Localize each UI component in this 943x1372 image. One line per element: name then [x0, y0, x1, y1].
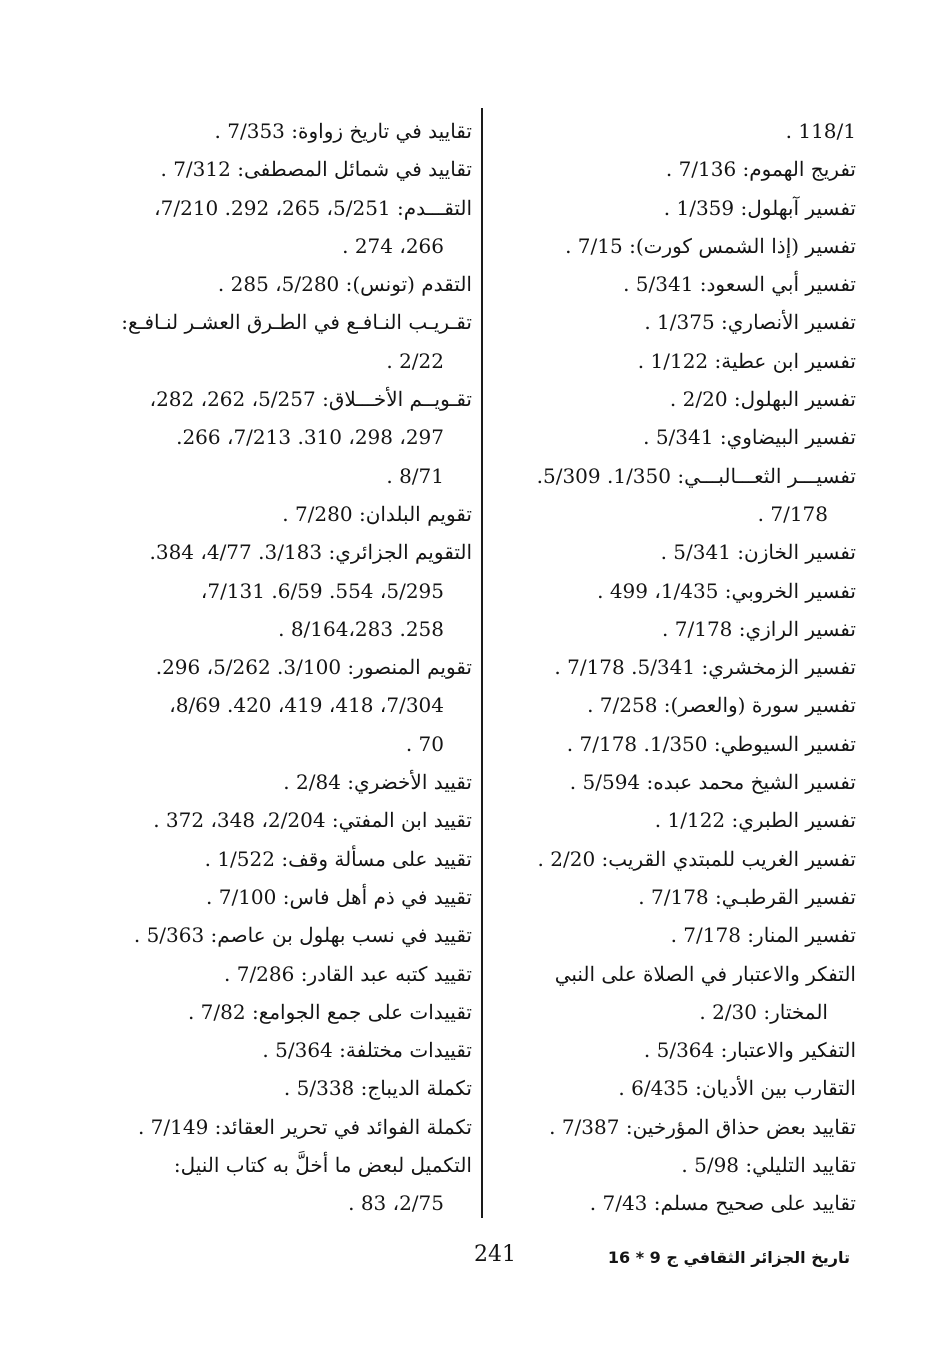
- index-entry-text: تقويم المنصور: 3/100. 5/262، 296.: [155, 655, 472, 680]
- index-entry-text: تقييد كتبه عبد القادر: 7/286 .: [224, 961, 472, 986]
- index-entry: [498, 418, 856, 456]
- index-entry: [118, 533, 472, 648]
- index-entry: [498, 1184, 856, 1222]
- index-column-left: [118, 112, 472, 1223]
- index-entry-text: تفسير ابن عطية: 1/122 .: [637, 348, 856, 373]
- index-entry: [118, 1146, 472, 1223]
- index-entry: [118, 380, 472, 495]
- index-entry-text: تكملة الديباج: 5/338 .: [283, 1076, 472, 1101]
- index-entry: [498, 725, 856, 763]
- index-entry-continuation: 266، 274 .: [342, 233, 444, 258]
- index-entry-text: تقييد الأخضري: 2/84 .: [283, 770, 472, 795]
- index-column-right: [498, 112, 856, 1223]
- index-entry: [498, 457, 856, 534]
- index-entry-text: تفسير الغريب للمبتدي القريب: 2/20 .: [537, 846, 856, 871]
- index-entry-text: التقـــدم: 5/251، 265، 292. 7/210،: [154, 195, 472, 220]
- index-entry-text: تقييد في ذم أهل فاس: 7/100 .: [206, 884, 472, 909]
- index-entry: [118, 648, 472, 763]
- index-entry-continuation: 7/304، 418، 419، 420. 8/69،: [169, 693, 444, 718]
- index-entry: [498, 189, 856, 227]
- index-entry: [498, 342, 856, 380]
- index-entry-text: تقاييد في شمائل المصطفى: 7/312 .: [160, 157, 472, 182]
- index-entry-text: تفسير الشيخ محمد عبده: 5/594 .: [569, 770, 856, 795]
- index-entry-text: تقييد على مسألة وقف: 1/522 .: [204, 846, 472, 871]
- index-entry-text: تقاييد على صحيح مسلم: 7/43 .: [589, 1191, 856, 1216]
- index-entry: [498, 648, 856, 686]
- index-entry-text: تفسير الرازي: 7/178 .: [662, 616, 856, 641]
- index-entry-text: التقارب بين الأديان: 6/435 .: [618, 1076, 856, 1101]
- index-entry-text: تفسير المنار: 7/178 .: [670, 923, 856, 948]
- index-entry-continuation: 2/22 .: [386, 348, 444, 373]
- index-entry-text: تفسير الخروبي: 1/435، 499 .: [597, 578, 856, 603]
- index-entry: [118, 1069, 472, 1107]
- index-entry: [498, 227, 856, 265]
- index-entry-text: تكملة الفوائد في تحرير العقائد: 7/149 .: [137, 1114, 472, 1139]
- index-entry: [498, 878, 856, 916]
- index-entry-continuation: 297، 298، 310. 7/213، 266.: [176, 425, 444, 450]
- index-entry: [498, 763, 856, 801]
- index-entry-text: تقييدات مختلفة: 5/364 .: [262, 1038, 472, 1063]
- index-entry-continuation: 7/178 .: [757, 501, 828, 526]
- index-entry: [498, 572, 856, 610]
- index-entry: [498, 303, 856, 341]
- index-entry: [498, 380, 856, 418]
- index-entry-text: التقدم (تونس): 5/280، 285 .: [217, 272, 472, 297]
- index-entry: [498, 840, 856, 878]
- index-entry-text: تقاييد بعض حذاق المؤرخين: 7/387 .: [549, 1114, 856, 1139]
- index-entry: [498, 150, 856, 188]
- index-entry-text: تقييدات على جمع الجوامع: 7/82 .: [187, 999, 472, 1024]
- index-entry-text: تقييد ابن المفتي: 2/204، 348، 372 .: [153, 808, 472, 833]
- index-entry-text: التفكر والاعتبار في الصلاة على النبي: [554, 961, 856, 986]
- index-entry-text: تفسير الزمخشري: 5/341. 7/178 .: [554, 655, 856, 680]
- index-entry: [118, 801, 472, 839]
- index-entry: [498, 801, 856, 839]
- index-entry-text: التكميل لبعض ما أخلَّ به كتاب النيل:: [173, 1153, 472, 1178]
- index-entry: [118, 840, 472, 878]
- index-entry: [498, 1108, 856, 1146]
- index-entry: [498, 265, 856, 303]
- index-entry-text: تفسيـــر الثعـــالبـــي: 1/350. 5/309.: [536, 463, 856, 488]
- index-entry: [498, 1031, 856, 1069]
- index-entry: [118, 1031, 472, 1069]
- index-entry-text: التقويم الجزائري: 3/183. 4/77، 384.: [149, 540, 472, 565]
- index-entry-text: تفسير السيوطي: 1/350. 7/178 .: [566, 731, 856, 756]
- index-entry: [118, 265, 472, 303]
- index-entry: [498, 916, 856, 954]
- index-entry-text: تقويم البلدان: 7/280 .: [282, 501, 472, 526]
- index-entry-text: تفريج الهموم: 7/136 .: [665, 157, 856, 182]
- index-entry: [498, 1146, 856, 1184]
- index-entry-continuation: 8/71 .: [386, 463, 444, 488]
- index-entry: [118, 955, 472, 993]
- index-entry: [498, 112, 856, 150]
- index-entry: [498, 610, 856, 648]
- index-entry: [118, 189, 472, 266]
- index-entry: [498, 533, 856, 571]
- index-entry: [118, 916, 472, 954]
- index-entry-text: تقاييد التليلي: 5/98 .: [681, 1153, 856, 1178]
- index-entry: [498, 955, 856, 1032]
- index-entry-text: تقـريـب النـافـع في الطـرق العشـر لنـافـع:: [121, 310, 472, 335]
- index-entry: [118, 1108, 472, 1146]
- column-divider: [481, 108, 483, 1218]
- index-entry-continuation: 258. 8/164،283 .: [278, 616, 444, 641]
- index-entry: [118, 763, 472, 801]
- index-entry-text: تفسير الأنصاري: 1/375 .: [644, 310, 856, 335]
- index-entry: [118, 112, 472, 150]
- index-entry-text: تفسير البيضاوي: 5/341 .: [643, 425, 856, 450]
- index-entry: [118, 993, 472, 1031]
- index-entry: [118, 878, 472, 916]
- index-entry: [118, 303, 472, 380]
- index-entry-continuation: 70 .: [405, 731, 444, 756]
- page-number: 241: [474, 1242, 516, 1267]
- index-entry: [118, 150, 472, 188]
- index-entry-text: تفسير آبهلول: 1/359 .: [663, 195, 856, 220]
- index-entry-text: تفسير البهلول: 2/20 .: [669, 387, 856, 412]
- index-entry-text: التفكير والاعتبار: 5/364 .: [643, 1038, 856, 1063]
- index-entry-text: تفسير (إذا الشمس كورت): 7/15 .: [565, 233, 856, 258]
- index-entry-text: تفسير أبي السعود: 5/341 .: [623, 272, 856, 297]
- index-entry-text: تقاييد في تاريخ زواوة: 7/353 .: [214, 119, 472, 143]
- index-entry: [118, 495, 472, 533]
- index-entry-continuation: المختار: 2/30 .: [699, 999, 828, 1024]
- index-entry-text: تقـويــم الأخـــلاق: 5/257، 262، 282،: [149, 387, 472, 412]
- index-entry-text: 118/1 .: [785, 119, 856, 143]
- index-entry: [498, 686, 856, 724]
- running-head: تاريخ الجزائر الثقافي ج 9 * 16: [607, 1248, 850, 1267]
- index-entry-text: تفسير سورة (والعصر): 7/258 .: [587, 693, 856, 718]
- index-entry-continuation: 5/295، 554. 6/59. 7/131،: [200, 578, 444, 603]
- index-entry-text: تفسير القرطبـي: 7/178 .: [638, 884, 856, 909]
- index-entry: [498, 1069, 856, 1107]
- index-entry-text: تفسير الطبري: 1/122 .: [654, 808, 856, 833]
- index-entry-text: تفسير الخازن: 5/341 .: [660, 540, 856, 565]
- index-entry-text: تقييد في نسب بهلول بن عاصم: 5/363 .: [133, 923, 472, 948]
- index-entry-continuation: 2/75، 83 .: [348, 1191, 444, 1216]
